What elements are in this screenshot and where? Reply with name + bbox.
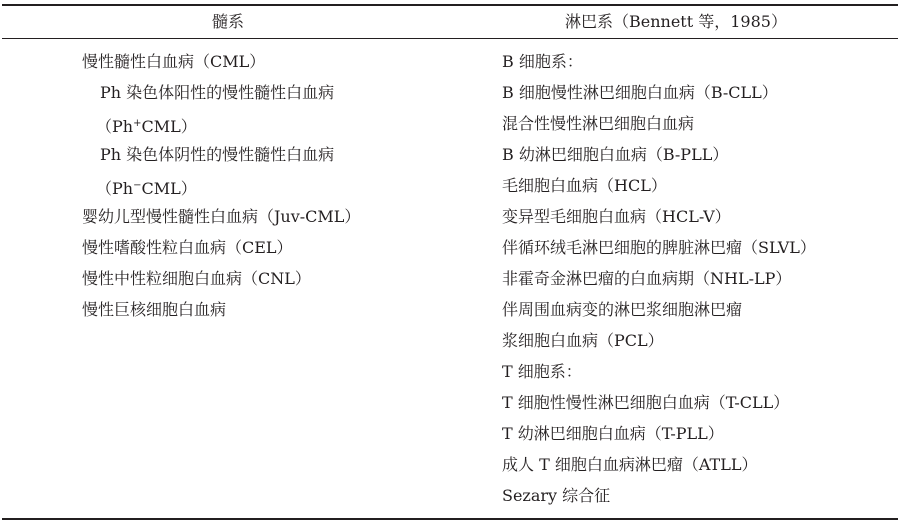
superscript-minus: − xyxy=(133,180,142,191)
table-row: Ph 染色体阳性的慢性髓性白血病 xyxy=(100,83,335,102)
table-header xyxy=(2,6,898,39)
table-row: T 幼淋巴细胞白血病（T-PLL） xyxy=(502,424,724,443)
myeloid-column xyxy=(82,50,360,329)
table-row xyxy=(82,174,360,205)
table-row: 伴循环绒毛淋巴细胞的脾脏淋巴瘤（SLVL） xyxy=(502,238,816,257)
table-row: B 幼淋巴细胞白血病（B-PLL） xyxy=(502,145,729,164)
row-text-end: CML） xyxy=(141,179,197,198)
table-row: 成人 T 细胞白血病淋巴瘤（ATLL） xyxy=(502,455,758,474)
lymphoid-column xyxy=(502,50,816,515)
table-row: B 细胞慢性淋巴细胞白血病（B-CLL） xyxy=(502,83,778,102)
row-text-start: （Ph xyxy=(96,179,134,198)
table-row: B 细胞系： xyxy=(502,52,583,71)
table-row: 毛细胞白血病（HCL） xyxy=(502,176,667,195)
table-row: 非霍奇金淋巴瘤的白血病期（NHL-LP） xyxy=(502,269,792,288)
table-row: Sezary 综合征 xyxy=(502,486,611,505)
table-row: 混合性慢性淋巴细胞白血病 xyxy=(502,114,695,133)
header-myeloid: 髓系 xyxy=(212,12,245,31)
table-row: 伴周围血病变的淋巴浆细胞淋巴瘤 xyxy=(502,300,743,319)
row-text-start: （Ph xyxy=(96,117,134,136)
table-row: T 细胞系： xyxy=(502,362,582,381)
table-row xyxy=(82,112,360,143)
superscript-plus: + xyxy=(133,118,142,129)
header-lymphoid: 淋巴系（Bennett 等，1985） xyxy=(565,12,787,31)
table-row: 慢性髓性白血病（CML） xyxy=(82,52,266,71)
table-row: 慢性巨核细胞白血病 xyxy=(82,300,227,319)
table-row: Ph 染色体阴性的慢性髓性白血病 xyxy=(100,145,335,164)
table-row: 变异型毛细胞白血病（HCL-V） xyxy=(502,207,731,226)
table-row: 婴幼儿型慢性髓性白血病（Juv-CML） xyxy=(82,207,361,226)
classification-table xyxy=(2,4,898,520)
table-row: T 细胞性慢性淋巴细胞白血病（T-CLL） xyxy=(502,393,790,412)
table-row: 慢性中性粒细胞白血病（CNL） xyxy=(82,269,311,288)
table-row: 浆细胞白血病（PCL） xyxy=(502,331,664,350)
row-text-end: CML） xyxy=(141,117,197,136)
table-row: 慢性嗜酸性粒白血病（CEL） xyxy=(82,238,293,257)
